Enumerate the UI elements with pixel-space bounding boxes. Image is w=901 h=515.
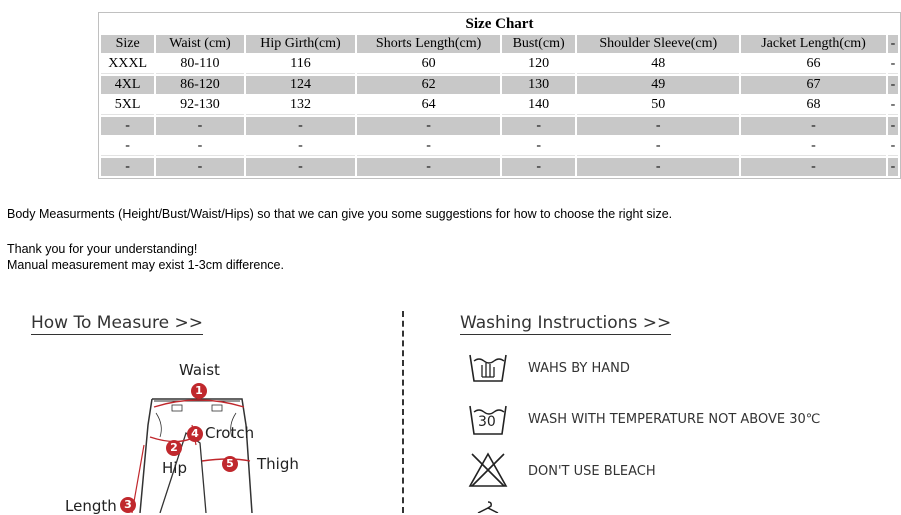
- thigh-label: Thigh: [257, 455, 299, 473]
- measure-number-1: 1: [191, 383, 207, 399]
- table-cell: -: [502, 137, 575, 156]
- wash-temperature-text: WASH WITH TEMPERATURE NOT ABOVE 30℃: [528, 412, 821, 427]
- hand-wash-icon: [468, 349, 508, 385]
- measure-number-4: 4: [187, 426, 203, 442]
- table-row: [101, 137, 898, 156]
- length-label: Length: [65, 497, 117, 515]
- table-cell: -: [577, 158, 739, 176]
- table-cell: -: [502, 117, 575, 135]
- table-cell: 4XL: [101, 76, 154, 94]
- washing-instructions-title: Washing Instructions >>: [460, 313, 672, 333]
- table-cell: 60: [357, 55, 500, 74]
- table-cell: -: [156, 117, 243, 135]
- table-row: [101, 96, 898, 115]
- body-measurements-note: Body Measurments (Height/Bust/Waist/Hips) so that we can give you some suggestions for how to choose the right size.: [7, 207, 673, 221]
- table-cell: -: [156, 137, 243, 156]
- no-bleach-icon: [468, 452, 508, 488]
- table-cell: 5XL: [101, 96, 154, 115]
- table-cell: -: [741, 117, 886, 135]
- table-cell: -: [357, 117, 500, 135]
- table-row: [101, 76, 898, 94]
- table-cell: 49: [577, 76, 739, 94]
- table-cell: 140: [502, 96, 575, 115]
- measure-number-2: 2: [166, 440, 182, 456]
- wash-30-number: 30: [478, 414, 496, 430]
- table-row: [101, 158, 898, 176]
- header-cell: Shoulder Sleeve(cm): [577, 35, 739, 53]
- table-cell: -: [357, 137, 500, 156]
- hanger-icon: [476, 500, 500, 513]
- table-cell: 66: [741, 55, 886, 74]
- header-cell: Size: [101, 35, 154, 53]
- table-cell: 50: [577, 96, 739, 115]
- no-bleach-text: DON'T USE BLEACH: [528, 464, 656, 479]
- table-cell: 67: [741, 76, 886, 94]
- table-cell: 68: [741, 96, 886, 115]
- table-cell: -: [888, 76, 898, 94]
- header-cell: -: [888, 35, 898, 53]
- table-cell: -: [101, 137, 154, 156]
- table-cell: 130: [502, 76, 575, 94]
- manual-measurement-note: Manual measurement may exist 1-3cm difference.: [7, 258, 284, 272]
- size-chart-title: Size Chart: [101, 15, 898, 33]
- measure-number-5: 5: [222, 456, 238, 472]
- table-cell: -: [577, 117, 739, 135]
- thanks-note: Thank you for your understanding!: [7, 242, 198, 256]
- table-cell: -: [156, 158, 243, 176]
- table-cell: -: [741, 137, 886, 156]
- table-cell: -: [101, 117, 154, 135]
- table-cell: -: [502, 158, 575, 176]
- pants-diagram: [120, 385, 280, 513]
- header-cell: Bust(cm): [502, 35, 575, 53]
- table-row: [101, 55, 898, 74]
- table-cell: 120: [502, 55, 575, 74]
- table-cell: -: [888, 96, 898, 115]
- table-cell: 62: [357, 76, 500, 94]
- table-cell: 64: [357, 96, 500, 115]
- table-cell: 92-130: [156, 96, 243, 115]
- table-cell: -: [888, 55, 898, 74]
- how-to-measure-title: How To Measure >>: [31, 313, 203, 333]
- header-cell: Shorts Length(cm): [357, 35, 500, 53]
- header-cell: Waist (cm): [156, 35, 243, 53]
- header-cell: Hip Girth(cm): [246, 35, 356, 53]
- size-chart-table: [98, 12, 901, 179]
- table-cell: -: [357, 158, 500, 176]
- header-cell: Jacket Length(cm): [741, 35, 886, 53]
- section-divider: [402, 311, 404, 513]
- table-cell: XXXL: [101, 55, 154, 74]
- table-cell: -: [246, 137, 356, 156]
- table-cell: -: [101, 158, 154, 176]
- table-cell: -: [246, 117, 356, 135]
- table-cell: -: [888, 117, 898, 135]
- table-cell: -: [888, 158, 898, 176]
- wash-by-hand-text: WAHS BY HAND: [528, 361, 630, 376]
- table-cell: 86-120: [156, 76, 243, 94]
- crotch-label: Crotch: [205, 424, 255, 442]
- table-cell: -: [741, 158, 886, 176]
- table-cell: 80-110: [156, 55, 243, 74]
- table-header-row: [101, 35, 898, 53]
- waist-label: Waist: [179, 361, 220, 379]
- table-cell: 48: [577, 55, 739, 74]
- table-cell: -: [246, 158, 356, 176]
- table-cell: 124: [246, 76, 356, 94]
- table-cell: -: [888, 137, 898, 156]
- table-cell: 132: [246, 96, 356, 115]
- measure-number-3: 3: [120, 497, 136, 513]
- table-cell: 116: [246, 55, 356, 74]
- table-row: [101, 117, 898, 135]
- hip-label: Hip: [162, 459, 187, 477]
- table-cell: -: [577, 137, 739, 156]
